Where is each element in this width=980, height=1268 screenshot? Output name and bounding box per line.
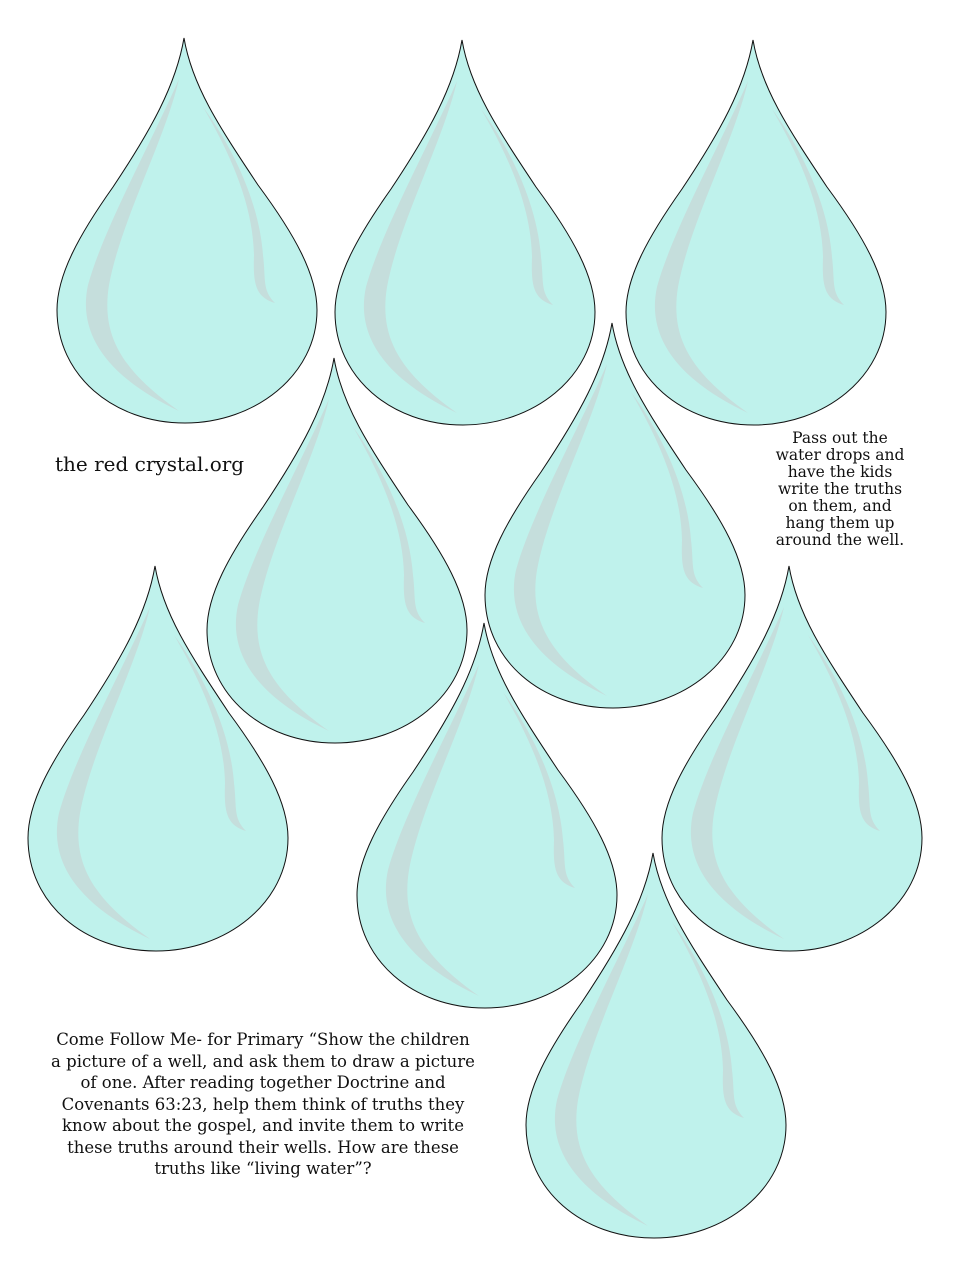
water-drop-6	[26, 563, 290, 953]
water-drop-9	[524, 850, 788, 1240]
lesson-description: Come Follow Me- for Primary “Show the children a picture of a well, and ask them to draw a picture of one. After reading together Doctrine and Covenants 63:23, help them think of truths they know about the gospel, and invite them to write these truths around their wells. How are these truths like “living water”?	[51, 1030, 475, 1178]
site-credit: the red crystal.org	[55, 452, 245, 476]
activity-instructions: Pass out the water drops and have the kids write the truths on them, and hang them up around the well.	[775, 429, 905, 549]
